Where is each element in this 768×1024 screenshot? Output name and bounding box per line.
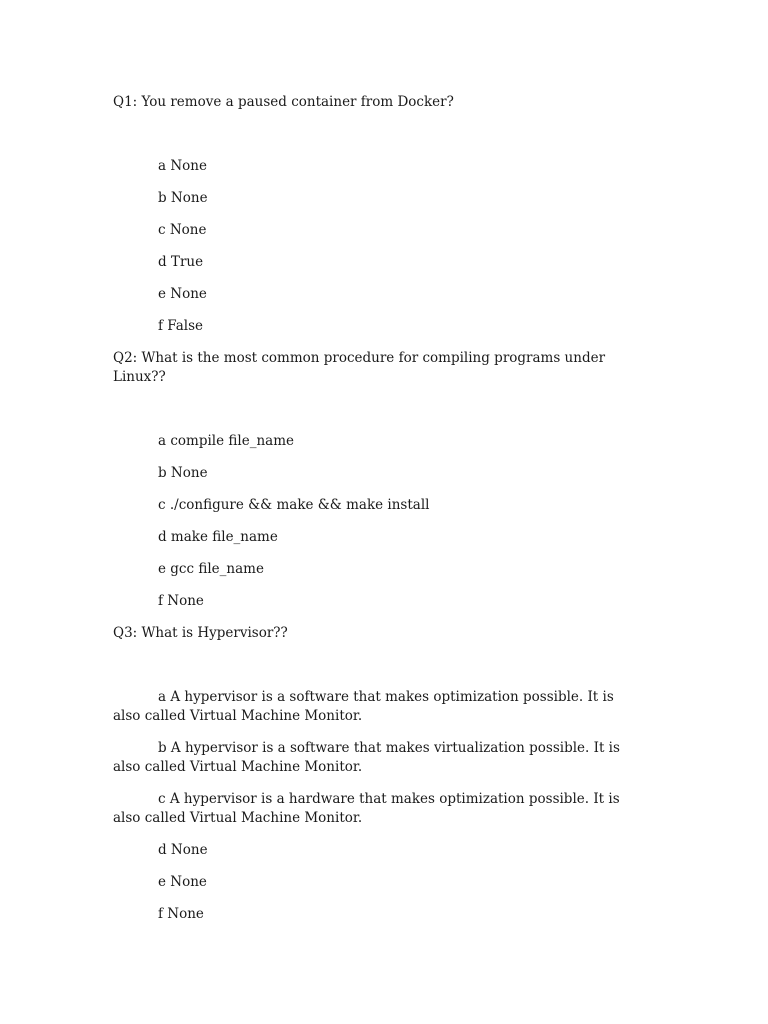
option-item: f None <box>158 593 204 609</box>
option-item: d None <box>158 842 208 858</box>
option-item: a None <box>158 158 207 174</box>
option-item: c None <box>158 222 207 238</box>
quiz-content <box>113 93 633 937</box>
option-item: c A hypervisor is a hardware that makes optimization possible. It is also called Virtual Machine Monitor. <box>113 791 620 826</box>
option-item: f False <box>158 318 204 334</box>
option-item: d True <box>158 254 204 270</box>
option-item: c ./configure && make && make install <box>158 497 430 513</box>
question-text: Q3: What is Hypervisor?? <box>113 625 288 641</box>
question-block-1 <box>113 93 633 336</box>
option-item: b None <box>158 190 208 206</box>
option-item: b A hypervisor is a software that makes virtualization possible. It is also called Virtual Machine Monitor. <box>113 740 620 775</box>
option-item: e None <box>158 874 207 890</box>
question-text: Q1: You remove a paused container from Docker? <box>113 94 454 110</box>
option-item: a compile file_name <box>158 433 294 449</box>
option-item: e gcc file_name <box>158 561 264 577</box>
question-text: Q2: What is the most common procedure for compiling programs under Linux?? <box>113 350 606 385</box>
option-item: e None <box>158 286 207 302</box>
option-item: b None <box>158 465 208 481</box>
option-item: a A hypervisor is a software that makes optimization possible. It is also called Virtual Machine Monitor. <box>113 689 614 724</box>
option-item: d make file_name <box>158 529 278 545</box>
question-block-2 <box>113 349 633 611</box>
option-item: f None <box>158 906 204 922</box>
question-block-3 <box>113 624 633 924</box>
